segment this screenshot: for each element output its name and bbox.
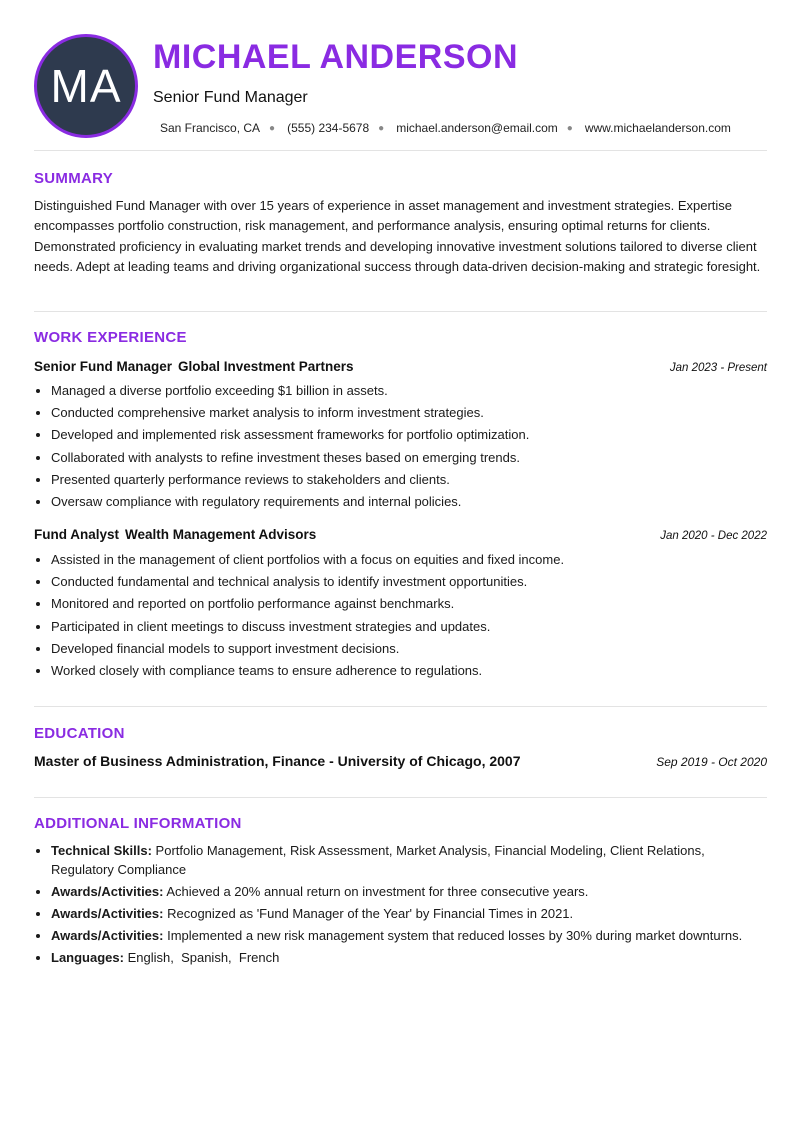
list-item — [51, 904, 767, 923]
divider — [34, 797, 767, 798]
list-item: • Worked closely with compliance teams to ensure adherence to regulations. — [51, 660, 767, 682]
item-label: Languages: — [51, 950, 124, 965]
job-title: Senior Fund Manager — [153, 89, 308, 106]
education-heading: EDUCATION — [34, 725, 125, 742]
list-item — [51, 841, 767, 879]
list-item: • Collaborated with analysts to refine investment theses based on emerging trends. — [51, 447, 767, 469]
item-label: Awards/Activities: — [51, 906, 164, 921]
summary-heading: SUMMARY — [34, 170, 114, 187]
job-company: Wealth Management Advisors — [125, 527, 317, 542]
degree: Master of Business Administration, Finance - University of Chicago, 2007 — [34, 753, 521, 769]
summary-text: Distinguished Fund Manager with over 15 years of experience in asset management and investment strategies. Expertise encompasses portfolio construction, risk management, and performance analysis, ensuring optimal returns for clients. Demonstrated proficiency in evaluating market trends and developing innovative investment solutions tailored to diverse client needs. Adept at leading teams and driving organizational success through data-driven decision-making and strategic foresight. — [34, 198, 761, 274]
item-label: Awards/Activities: — [51, 884, 164, 899]
list-item: • Oversaw compliance with regulatory requirements and internal policies. — [51, 491, 767, 513]
avatar — [34, 34, 138, 138]
job-dates: Jan 2020 - Dec 2022 — [660, 530, 767, 542]
list-item — [51, 882, 767, 901]
divider — [34, 311, 767, 312]
job-dates: Jan 2023 - Present — [669, 362, 767, 374]
job-role: Senior Fund Manager — [34, 359, 173, 374]
contact-website[interactable]: www.michaelanderson.com — [584, 121, 731, 135]
item-text: Portfolio Management, Risk Assessment, Market Analysis, Financial Modeling, Client Relations, Regulatory Compliance — [51, 843, 705, 877]
contact-phone: (555) 234-5678 — [287, 121, 370, 135]
divider — [34, 706, 767, 707]
candidate-name: MICHAEL ANDERSON — [153, 38, 519, 76]
additional-info-heading: ADDITIONAL INFORMATION — [34, 815, 242, 832]
list-item — [51, 926, 767, 945]
separator-dot: ● — [378, 122, 385, 134]
work-experience-heading: WORK EXPERIENCE — [34, 329, 187, 346]
divider — [34, 150, 767, 151]
item-label: Awards/Activities: — [51, 928, 164, 943]
item-text: Achieved a 20% annual return on investment for three consecutive years. — [166, 884, 589, 899]
list-item: • Presented quarterly performance reviews to stakeholders and clients. — [51, 469, 767, 491]
list-item: • Participated in client meetings to discuss investment strategies and updates. — [51, 616, 767, 638]
separator-dot: ● — [566, 122, 573, 134]
list-item: • Conducted fundamental and technical analysis to identify investment opportunities. — [51, 571, 767, 593]
job-company: Global Investment Partners — [178, 359, 354, 374]
education-dates: Sep 2019 - Oct 2020 — [656, 755, 767, 769]
list-item — [51, 948, 767, 967]
job-bullets — [34, 380, 767, 513]
contact-email[interactable]: michael.anderson@email.com — [396, 121, 558, 135]
job-role-line — [34, 359, 354, 374]
job-bullets — [34, 549, 767, 682]
contact-info — [160, 121, 731, 135]
contact-location: San Francisco, CA — [160, 121, 261, 135]
job-role-line — [34, 527, 316, 542]
education-entry — [34, 753, 767, 769]
item-text: Recognized as 'Fund Manager of the Year' by Financial Times in 2021. — [167, 906, 574, 921]
job-header — [34, 527, 767, 542]
separator-dot: ● — [269, 122, 276, 134]
job-header — [34, 359, 767, 374]
list-item: • Developed and implemented risk assessment frameworks for portfolio optimization. — [51, 424, 767, 446]
list-item: • Monitored and reported on portfolio performance against benchmarks. — [51, 593, 767, 615]
avatar-initials: MA — [50, 60, 122, 112]
list-item: • Assisted in the management of client portfolios with a focus on equities and fixed income. — [51, 549, 767, 571]
item-text: Implemented a new risk management system that reduced losses by 30% during market downturns. — [167, 928, 743, 943]
list-item: • Managed a diverse portfolio exceeding $1 billion in assets. — [51, 380, 767, 402]
list-item: • Developed financial models to support investment decisions. — [51, 638, 767, 660]
item-label: Technical Skills: — [51, 843, 152, 858]
list-item: • Conducted comprehensive market analysis to inform investment strategies. — [51, 402, 767, 424]
item-text: English, Spanish, French — [127, 950, 280, 965]
additional-info-list — [34, 841, 767, 970]
job-role: Fund Analyst — [34, 527, 120, 542]
